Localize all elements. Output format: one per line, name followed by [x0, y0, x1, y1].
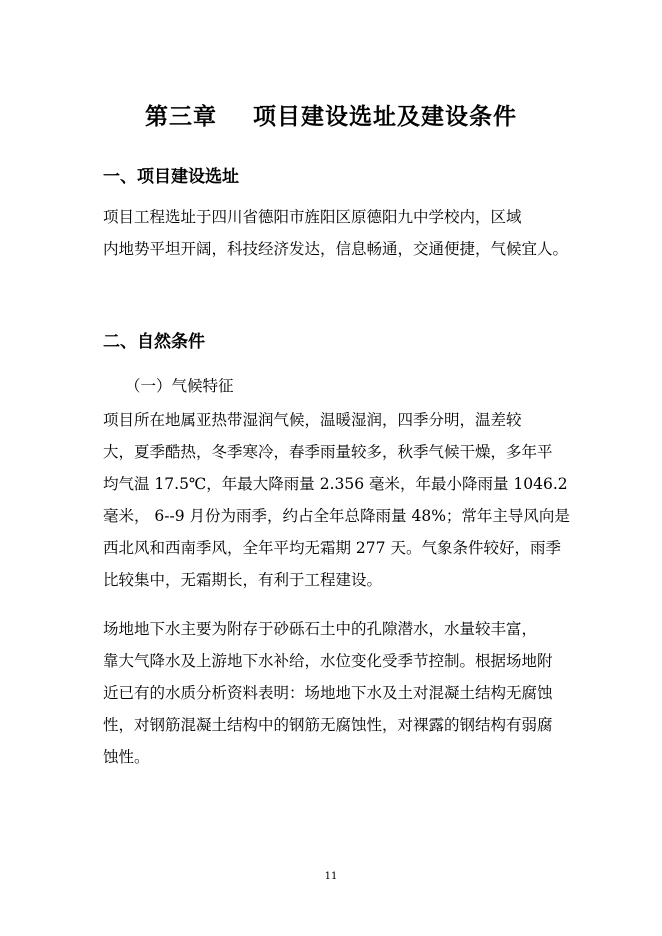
- chapter-title: 第三章 项目建设选址及建设条件: [144, 103, 518, 130]
- paragraph-line: 项目工程选址于四川省德阳市旌阳区原德阳九中学校内，区域: [103, 208, 522, 226]
- paragraph-line: 毫米， 6--9 月份为雨季，约占全年总降雨量 48%；常年主导风向是: [103, 507, 570, 525]
- paragraph-line: 近已有的水质分析资料表明：场地地下水及土对混凝土结构无腐蚀: [103, 684, 553, 702]
- paragraph-line: 靠大气降水及上游地下水补给，水位变化受季节控制。根据场地附: [103, 652, 553, 670]
- paragraph-line: 场地地下水主要为附存于砂砾石土中的孔隙潜水，水量较丰富，: [103, 620, 538, 638]
- subheading-climate: （一）气候特征: [125, 377, 234, 395]
- page-number: 11: [324, 871, 338, 882]
- section-heading-natural-conditions: 二、自然条件: [103, 332, 205, 352]
- paragraph-line: 蚀性。: [103, 748, 150, 766]
- paragraph-line: 西北风和西南季风，全年平均无霜期 277 天。气象条件较好，雨季: [103, 539, 561, 557]
- paragraph-line: 内地势平坦开阔，科技经济发达，信息畅通，交通便捷，气候宜人。: [103, 240, 569, 258]
- paragraph-line: 项目所在地属亚热带湿润气候，温暖湿润，四季分明，温差较: [103, 411, 522, 429]
- paragraph-line: 比较集中，无霜期长，有利于工程建设。: [103, 571, 383, 589]
- paragraph-line: 均气温 17.5℃，年最大降雨量 2.356 毫米，年最小降雨量 1046.2: [103, 475, 568, 493]
- paragraph-line: 性，对钢筋混凝土结构中的钢筋无腐蚀性，对裸露的钢结构有弱腐: [103, 716, 553, 734]
- climate-paragraph: [103, 404, 570, 596]
- groundwater-paragraph: [103, 613, 563, 773]
- paragraph-line: 大，夏季酷热，冬季寒冷，春季雨量较多，秋季气候干燥，多年平: [103, 443, 553, 461]
- site-selection-paragraph: [103, 201, 569, 265]
- section-heading-site-selection: 一、项目建设选址: [103, 167, 239, 187]
